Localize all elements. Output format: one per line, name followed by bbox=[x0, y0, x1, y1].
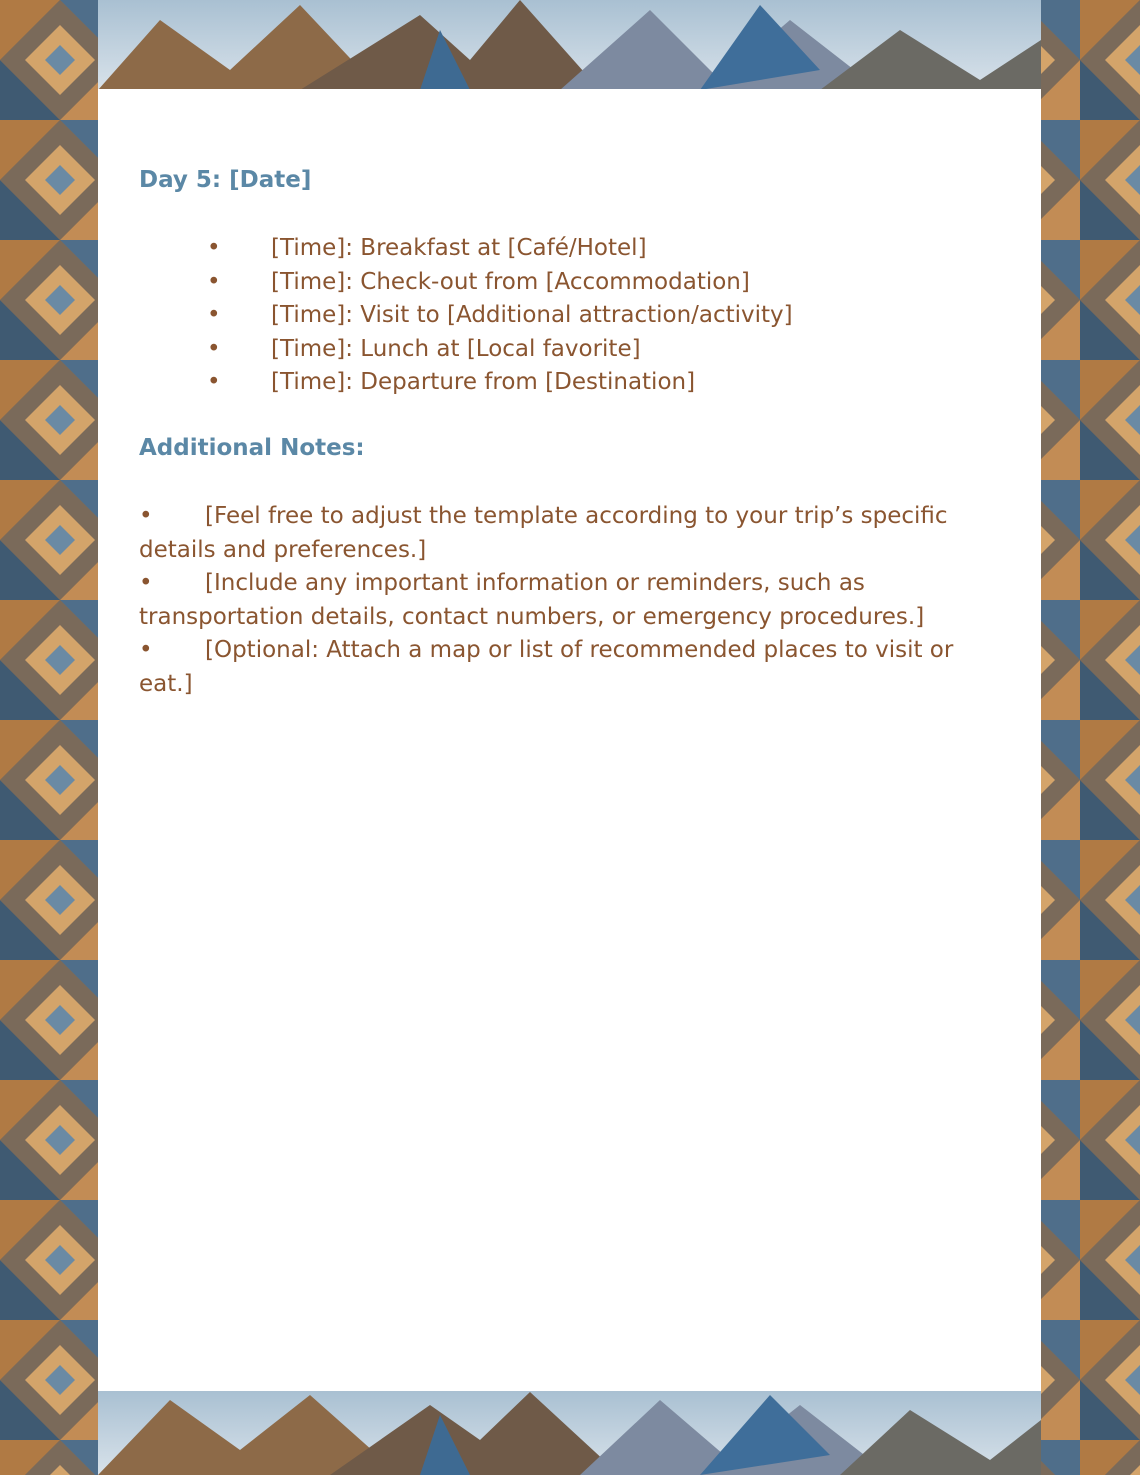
list-item: • [Optional: Attach a map or list of recommended places to visit or eat.] bbox=[139, 634, 989, 701]
list-item: • [Include any important information or reminders, such as transportation details, contact numbers, or emergency procedures.] bbox=[139, 567, 989, 634]
list-item: • [Time]: Lunch at [Local favorite] bbox=[139, 333, 793, 367]
list-item: • [Time]: Check-out from [Accommodation] bbox=[139, 266, 793, 300]
bullet-icon: • bbox=[139, 570, 153, 597]
additional-notes-heading: Additional Notes: bbox=[139, 435, 365, 461]
list-item: • [Feel free to adjust the template according to your trip’s specific details and preferences.] bbox=[139, 500, 989, 567]
bullet-icon: • bbox=[207, 335, 221, 362]
document-page bbox=[98, 89, 1041, 1391]
list-item: • [Time]: Departure from [Destination] bbox=[139, 366, 793, 400]
bullet-icon: • bbox=[207, 369, 221, 396]
bullet-icon: • bbox=[139, 503, 153, 529]
list-item: • [Time]: Visit to [Additional attraction/activity] bbox=[139, 299, 793, 333]
day5-itinerary-list bbox=[139, 232, 793, 400]
bullet-icon: • bbox=[207, 268, 221, 295]
bullet-icon: • bbox=[207, 302, 221, 329]
bullet-icon: • bbox=[139, 637, 153, 664]
additional-notes-list bbox=[139, 500, 989, 702]
bullet-icon: • bbox=[207, 235, 221, 261]
list-item: • [Time]: Breakfast at [Café/Hotel] bbox=[139, 232, 793, 266]
day5-heading: Day 5: [Date] bbox=[139, 167, 312, 193]
